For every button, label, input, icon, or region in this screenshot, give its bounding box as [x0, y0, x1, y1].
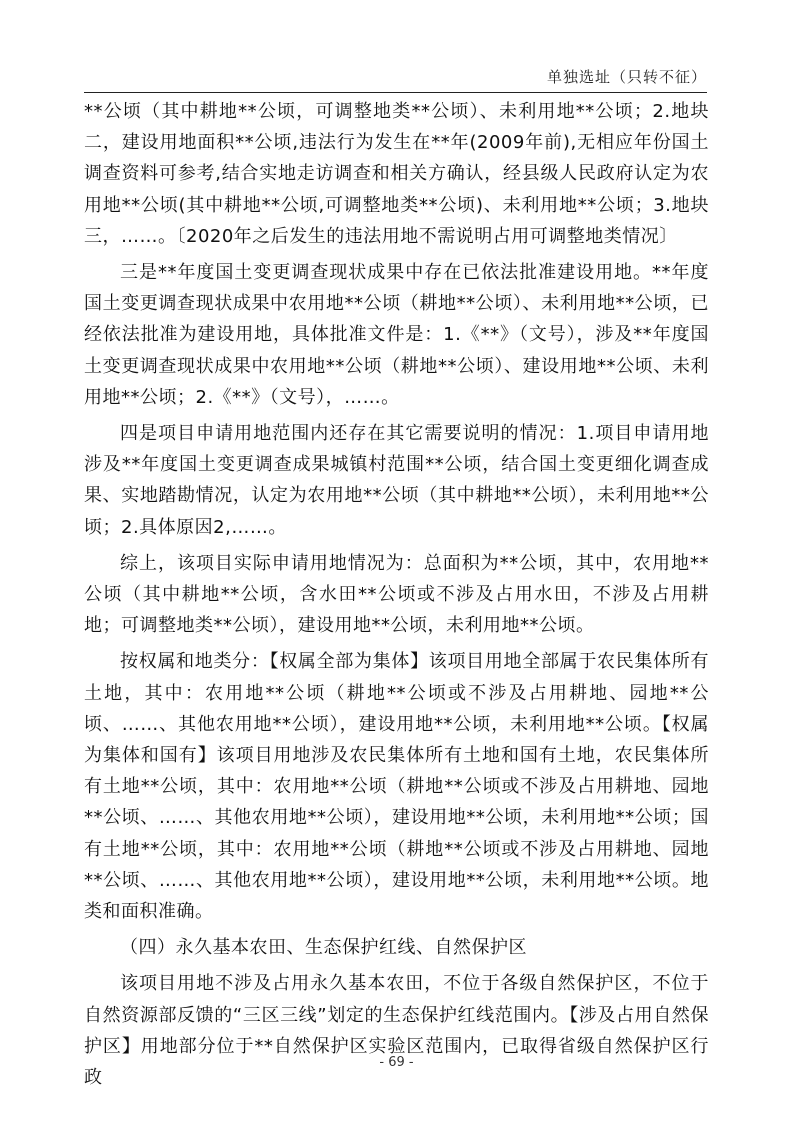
- header-label: 单独选址（只转不征）: [546, 68, 707, 86]
- paragraph-approved-construction-land: 三是**年度国土变更调查现状成果中存在已依法批准建设用地。**年度国土变更调查现状成果中农用地**公顷（耕地**公顷）、未利用地**公顷，已经依法批准为建设用地，具体批准文件是：1.《**》（文号），涉及**年度国土变更调查现状成果中农用地**公顷（耕地**公顷）、建设用地**公顷、未利用地**公顷；2.《**》（文号），……。: [84, 262, 709, 408]
- paragraph-summary: 综上，该项目实际申请用地情况为：总面积为**公顷，其中，农用地**公顷（其中耕地**公顷，含水田**公顷或不涉及占用水田，不涉及占用耕地；可调整地类**公顷），建设用地**公顷，未利用地**公顷。: [84, 552, 709, 637]
- paragraph-other-situations: 四是项目申请用地范围内还存在其它需要说明的情况：1.项目申请用地涉及**年度国土变更调查成果城镇村范围**公顷，结合国土变更细化调查成果、实地踏勘情况，认定为农用地**公顷（其中耕地**公顷），未利用地**公顷；2.具体原因2,……。: [84, 423, 709, 538]
- header-rule: [84, 92, 707, 93]
- paragraph-continued: **公顷（其中耕地**公顷，可调整地类**公顷）、未利用地**公顷；2.地块二，建设用地面积**公顷,违法行为发生在**年(2009年前),无相应年份国土调查资料可参考,结合实地走访调查和相关方确认，经县级人民政府认定为农用地**公顷(其中耕地**公顷,可调整地类**公顷)、未利用地**公顷；3.地块三，……。〔2020年之后发生的违法用地不需说明占用可调整地类情况〕: [84, 101, 709, 247]
- document-body: [84, 96, 709, 1093]
- paragraph-protection-areas: 该项目用地不涉及占用永久基本农田，不位于各级自然保护区，不位于自然资源部反馈的“三区三线”划定的生态保护红线范围内。【涉及占用自然保护区】用地部分位于**自然保护区实验区范围内，已取得省级自然保护区行政: [84, 973, 709, 1089]
- page-number: - 69 -: [379, 1055, 414, 1070]
- section-heading: （四）永久基本农田、生态保护红线、自然保护区: [120, 937, 527, 959]
- paragraph-ownership-land-type: 按权属和地类分：【权属全部为集体】该项目用地全部属于农民集体所有土地，其中：农用地**公顷（耕地**公顷或不涉及占用耕地、园地**公顷、……、其他农用地**公顷），建设用地**公顷，未利用地**公顷。【权属为集体和国有】该项目用地涉及农民集体所有土地和国有土地，农民集体所有土地**公顷，其中：农用地**公顷（耕地**公顷或不涉及占用耕地、园地**公顷、……、其他农用地**公顷），建设用地**公顷，未利用地**公顷；国有土地**公顷，其中：农用地**公顷（耕地**公顷或不涉及占用耕地、园地**公顷、……、其他农用地**公顷），建设用地**公顷，未利用地**公顷。地类和面积准确。: [84, 651, 709, 923]
